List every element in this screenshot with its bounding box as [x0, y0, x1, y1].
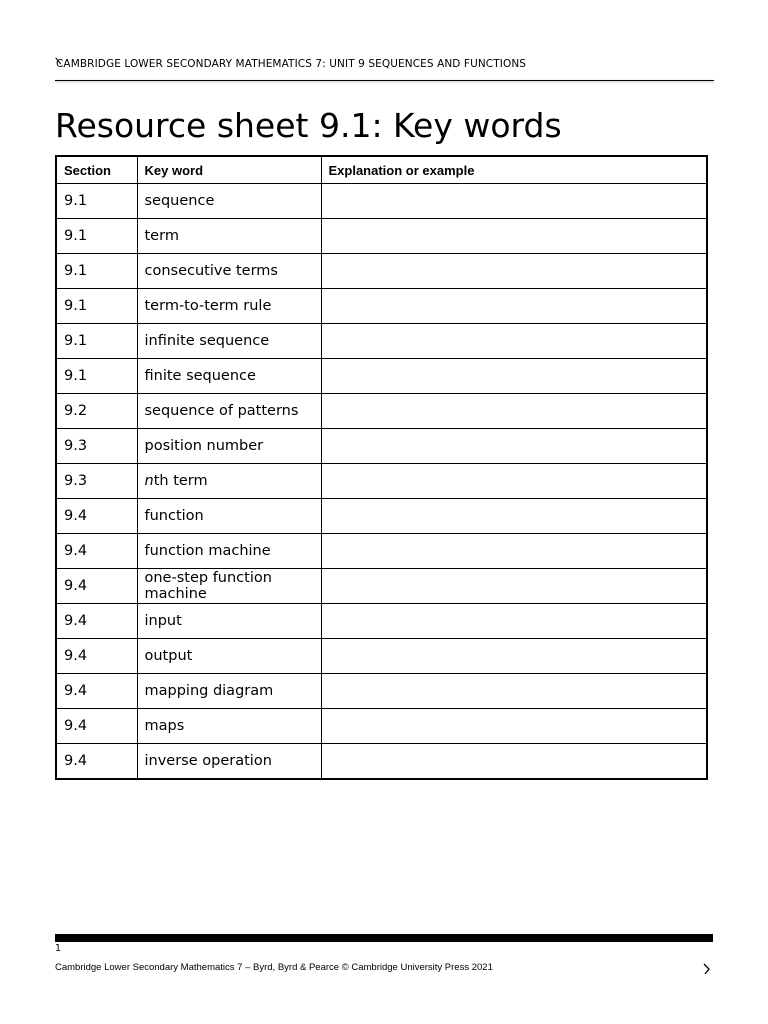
- explanation-cell[interactable]: [321, 534, 707, 569]
- section-cell: 9.4: [56, 709, 137, 744]
- keyword-cell: output: [137, 639, 321, 674]
- section-cell: 9.2: [56, 394, 137, 429]
- table-row: [56, 674, 707, 709]
- keyword-cell: mapping diagram: [137, 674, 321, 709]
- footer-copyright: Cambridge Lower Secondary Mathematics 7 – Byrd, Byrd & Pearce © Cambridge University Press 2021: [55, 962, 493, 973]
- table-row: [56, 254, 707, 289]
- keyword-cell: position number: [137, 429, 321, 464]
- table-row: [56, 429, 707, 464]
- column-header-section: Section: [56, 156, 137, 184]
- table-row: [56, 219, 707, 254]
- explanation-cell[interactable]: [321, 744, 707, 780]
- keyword-text: th term: [153, 473, 208, 489]
- keyword-cell: maps: [137, 709, 321, 744]
- explanation-cell[interactable]: [321, 674, 707, 709]
- header-divider: [55, 80, 714, 81]
- explanation-cell[interactable]: [321, 604, 707, 639]
- section-cell: 9.1: [56, 254, 137, 289]
- keyword-cell: sequence of patterns: [137, 394, 321, 429]
- section-cell: 9.1: [56, 324, 137, 359]
- explanation-cell[interactable]: [321, 394, 707, 429]
- section-cell: 9.4: [56, 569, 137, 604]
- table-row: [56, 289, 707, 324]
- explanation-cell[interactable]: [321, 569, 707, 604]
- section-cell: 9.4: [56, 499, 137, 534]
- table-row: [56, 569, 707, 604]
- table-row: [56, 534, 707, 569]
- running-header: CAMBRIDGE LOWER SECONDARY MATHEMATICS 7: UNIT 9 SEQUENCES AND FUNCTIONS: [56, 58, 527, 70]
- keyword-cell: inverse operation: [137, 744, 321, 780]
- table-row: [56, 184, 707, 219]
- explanation-cell[interactable]: [321, 639, 707, 674]
- keyword-cell: sequence: [137, 184, 321, 219]
- table-body: [56, 184, 707, 780]
- section-cell: 9.3: [56, 429, 137, 464]
- explanation-cell[interactable]: [321, 429, 707, 464]
- keyword-cell: function machine: [137, 534, 321, 569]
- table-row: [56, 744, 707, 780]
- page-title: Resource sheet 9.1: Key words: [55, 106, 562, 145]
- keyword-italic-prefix: n: [144, 473, 154, 489]
- explanation-cell[interactable]: [321, 359, 707, 394]
- section-cell: 9.4: [56, 674, 137, 709]
- keyword-cell: one-step function machine: [137, 569, 321, 604]
- table-row: [56, 324, 707, 359]
- explanation-cell[interactable]: [321, 499, 707, 534]
- explanation-cell[interactable]: [321, 289, 707, 324]
- table-row: [56, 394, 707, 429]
- section-cell: 9.4: [56, 744, 137, 780]
- explanation-cell[interactable]: [321, 464, 707, 499]
- table-header-row: [56, 156, 707, 184]
- keyword-cell: function: [137, 499, 321, 534]
- table-row: [56, 499, 707, 534]
- table-row: [56, 604, 707, 639]
- section-cell: 9.1: [56, 184, 137, 219]
- chevron-right-icon[interactable]: [700, 962, 712, 976]
- section-cell: 9.1: [56, 359, 137, 394]
- column-header-explanation: Explanation or example: [321, 156, 707, 184]
- footer-bar: [55, 934, 713, 942]
- keyword-cell: term-to-term rule: [137, 289, 321, 324]
- keyword-cell: consecutive terms: [137, 254, 321, 289]
- table-row: [56, 359, 707, 394]
- section-cell: 9.3: [56, 464, 137, 499]
- explanation-cell[interactable]: [321, 254, 707, 289]
- table-row: [56, 709, 707, 744]
- keyword-cell: [137, 464, 321, 499]
- page-number: 1: [55, 943, 62, 954]
- explanation-cell[interactable]: [321, 709, 707, 744]
- section-cell: 9.1: [56, 289, 137, 324]
- keyword-cell: infinite sequence: [137, 324, 321, 359]
- key-words-table: [55, 155, 708, 780]
- keyword-cell: term: [137, 219, 321, 254]
- keyword-cell: input: [137, 604, 321, 639]
- column-header-keyword: Key word: [137, 156, 321, 184]
- section-cell: 9.4: [56, 604, 137, 639]
- explanation-cell[interactable]: [321, 184, 707, 219]
- section-cell: 9.4: [56, 534, 137, 569]
- section-cell: 9.4: [56, 639, 137, 674]
- table-row: [56, 639, 707, 674]
- keyword-cell: finite sequence: [137, 359, 321, 394]
- explanation-cell[interactable]: [321, 219, 707, 254]
- table-row: [56, 464, 707, 499]
- explanation-cell[interactable]: [321, 324, 707, 359]
- section-cell: 9.1: [56, 219, 137, 254]
